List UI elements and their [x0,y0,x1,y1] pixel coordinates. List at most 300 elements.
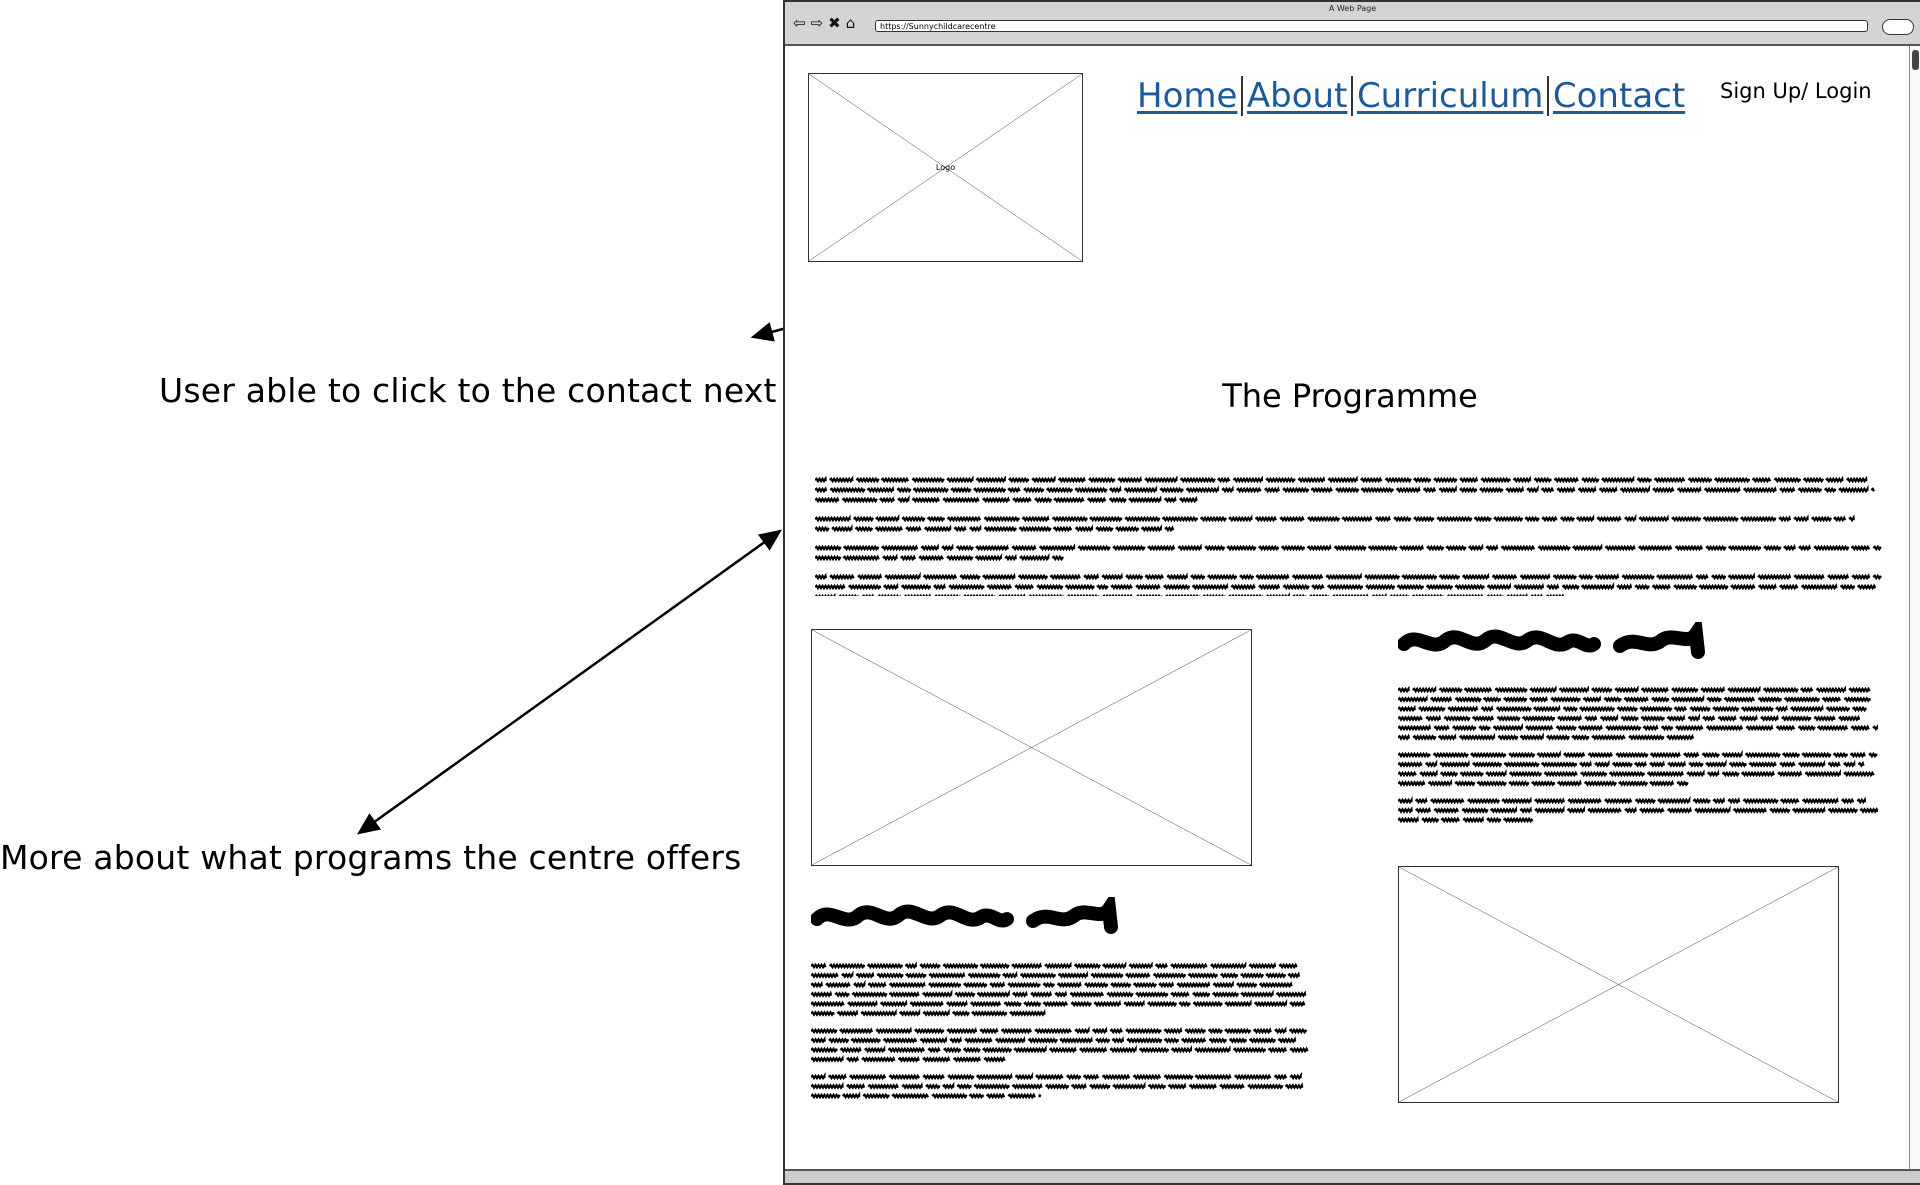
greeked-word [1640,708,1672,710]
greeked-word [1398,763,1422,765]
greeked-word [848,1003,877,1005]
greeked-word [1602,479,1634,481]
greeked-word [1839,489,1868,491]
greeked-word [1599,489,1616,491]
nav-about[interactable]: About [1246,76,1348,116]
greeked-word [1707,698,1721,700]
greeked-word [990,984,1004,986]
greeked-word [929,974,964,976]
greeked-word [1812,518,1832,520]
greeked-word [1597,518,1621,520]
greeked-word [1798,727,1815,729]
greeked-word [1547,586,1558,588]
greeked-word [1008,984,1040,986]
greeked-word [1473,717,1494,719]
greeked-word [1802,586,1837,588]
greeked-word [1871,489,1874,491]
nav-contact[interactable]: Contact [1552,76,1686,116]
greeked-word [1414,518,1434,520]
greeked-word [1171,965,1207,967]
greeked-word [1667,736,1693,738]
greeked-word [1434,727,1449,729]
greeked-word [1182,1039,1206,1041]
greeked-word [1641,717,1664,719]
greeked-word [1096,528,1113,530]
greeked-word [1013,499,1031,501]
greeked-word [1109,499,1126,501]
greeked-word [932,1095,967,1097]
greeked-word [900,1012,920,1014]
greeked-word [1684,754,1699,756]
greeked-word [1761,717,1778,719]
greeked-word [1110,489,1121,491]
section-text-block-1 [1398,686,1878,826]
greeked-word [906,974,926,976]
greeked-word [1804,479,1824,481]
greeked-word [1413,736,1436,738]
greeked-word [1728,800,1739,802]
greeked-word [1873,576,1881,578]
greeked-word [1851,547,1869,549]
greeked-word [1650,754,1679,756]
greeked-word [1015,1076,1032,1078]
greeked-word [1473,763,1502,765]
section-text-block-2 [811,962,1311,1102]
greeked-word [1400,547,1423,549]
image-placeholder-2 [1398,866,1839,1103]
greeked-word [1826,479,1843,481]
greeked-word [1178,547,1201,549]
greeked-word [1180,479,1215,481]
greeked-word [977,993,1009,995]
greeked-word [1621,717,1638,719]
greeked-word [1616,754,1648,756]
greeked-word [1090,1085,1110,1087]
greeked-word [1165,528,1173,530]
greeked-word [1844,698,1870,700]
greeked-word [1801,689,1813,691]
greeked-word [974,1085,1009,1087]
greeked-word [815,576,826,578]
greeked-word [1220,1085,1244,1087]
greeked-word [1385,479,1411,481]
greeked-word [1814,547,1849,549]
greeked-word [847,1058,858,1060]
greeked-word [835,993,849,995]
greeked-word [1037,586,1063,588]
greeked-word [1551,698,1580,700]
greeked-word [829,1039,849,1041]
greeked-word [1487,586,1510,588]
greeked-word [1486,773,1506,775]
greeked-word [975,557,1001,559]
page-title: The Programme [1222,377,1478,415]
url-bar[interactable]: https://Sunnychildcarecentre [875,20,1868,32]
greeked-word [1398,736,1409,738]
greeked-word [1124,1003,1144,1005]
greeked-word [1218,479,1230,481]
greeked-word [1045,965,1071,967]
greeked-word [902,1085,922,1087]
nav-curriculum[interactable]: Curriculum [1356,76,1544,116]
greeked-word [1129,499,1161,501]
greeked-word [1675,547,1702,549]
greeked-word [1427,586,1453,588]
greeked-word [1366,586,1395,588]
greeked-word [1828,576,1848,578]
browser-status-bar [785,1169,1920,1183]
greeked-word [947,557,973,559]
greeked-word [1542,763,1577,765]
greeked-word [811,1076,825,1078]
greeked-word [826,984,850,986]
signup-login-link[interactable]: Sign Up/ Login [1720,79,1872,103]
greeked-word [1778,773,1801,775]
greeked-word [1053,518,1088,520]
greeked-word [1416,809,1431,811]
greeked-word [1013,993,1027,995]
greeked-word [811,974,838,976]
greeked-word [867,965,902,967]
greeked-word [1502,800,1531,802]
greeked-word [1713,800,1724,802]
greeked-word [1652,698,1669,700]
greeked-word [1285,1085,1302,1087]
greeked-word [1641,689,1667,691]
greeked-word [1195,1076,1230,1078]
greeked-word [1538,547,1570,549]
greeked-word [1509,754,1535,756]
greeked-word [1005,557,1016,559]
main-nav [1134,76,1688,116]
greeked-word [1605,547,1634,549]
greeked-word [1439,689,1462,691]
greeked-word [1091,974,1123,976]
greeked-word [1126,1030,1161,1032]
greeked-word [1129,965,1152,967]
image-placeholder-1 [811,629,1252,866]
greeked-word [868,1085,898,1087]
greeked-word [947,1003,967,1005]
greeked-word [1398,754,1430,756]
greeked-word [1780,489,1795,491]
greeked-word [881,479,908,481]
greeked-word [890,984,925,986]
greeked-word [929,984,961,986]
greeked-word [1752,479,1770,481]
greeked-word [1479,727,1490,729]
greeked-word [1580,708,1615,710]
greeked-word [1828,809,1857,811]
greeked-word [1520,809,1531,811]
greeked-word [915,1030,944,1032]
greeked-word [1471,754,1506,756]
greeked-word [1847,479,1867,481]
greeked-word [1213,984,1233,986]
greeked-word [1657,576,1692,578]
close-icon[interactable]: ✖ [828,14,841,32]
greeked-word [1705,489,1740,491]
greeked-word [830,576,854,578]
search-button[interactable] [1882,19,1914,35]
greeked-word [1280,518,1304,520]
greeked-word [1058,974,1087,976]
greeked-word [1035,1030,1071,1032]
greeked-word [960,576,980,578]
greeked-word [1635,586,1649,588]
greeked-word [1729,547,1761,549]
greeked-word [1145,576,1163,578]
back-icon[interactable]: ⇦ [793,14,806,32]
greeked-word [1256,576,1288,578]
greeked-word [1497,717,1520,719]
greeked-word [1058,984,1081,986]
scrollbar-thumb[interactable] [1912,50,1919,70]
greeked-word [844,547,879,549]
greeked-word [1460,479,1477,481]
greeked-word [1544,773,1577,775]
greeked-word [1254,1030,1271,1032]
greeked-word [1852,576,1869,578]
logo-placeholder [808,73,1083,262]
greeked-word [1053,528,1071,530]
greeked-word [984,528,1016,530]
greeked-word [1791,708,1823,710]
home-icon[interactable]: ⌂ [845,14,856,32]
greeked-word [1361,489,1393,491]
greeked-word [1093,1030,1107,1032]
greeked-word [885,576,920,578]
greeked-word [1822,698,1840,700]
greeked-word [1606,727,1641,729]
greeked-word [1195,1049,1230,1051]
greeked-word [1160,489,1183,491]
greeked-word [1468,800,1500,802]
greeked-word [977,1076,1012,1078]
greeked-word [854,984,865,986]
greeked-word [861,1012,896,1014]
greeked-word [913,489,948,491]
greeked-word [1828,763,1840,765]
greeked-word [1776,708,1787,710]
greeked-word [1398,708,1415,710]
greeked-word [1860,809,1878,811]
greeked-word [1279,965,1297,967]
greeked-word [1592,736,1625,738]
greeked-word [1605,800,1632,802]
greeked-word [1020,974,1055,976]
greeked-word [970,528,981,530]
greeked-word [1222,489,1233,491]
greeked-word [1055,993,1066,995]
greeked-word [1779,518,1790,520]
greeked-word [1019,528,1050,530]
greeked-word [1165,499,1176,501]
greeked-word [1506,489,1523,491]
greeked-word [919,557,943,559]
greeked-word [1208,576,1237,578]
greeked-word [1722,773,1739,775]
greeked-word [876,1030,911,1032]
greeked-word [1159,984,1173,986]
greeked-word [1102,1076,1129,1078]
greeked-word [1460,489,1477,491]
greeked-word [1579,576,1593,578]
greeked-word [876,518,899,520]
greeked-word [980,965,1009,967]
greeked-word [830,479,853,481]
greeked-word [1731,586,1755,588]
greeked-word [1582,479,1599,481]
greeked-word [1427,547,1444,549]
greeked-word [921,547,938,549]
greeked-word [1498,736,1518,738]
greeked-word [811,1039,825,1041]
greeked-word [1857,800,1865,802]
greeked-word [1259,547,1279,549]
greeked-word [1136,993,1168,995]
browser-nav-buttons [793,14,855,32]
greeked-word [1672,698,1704,700]
greeked-word [1012,547,1035,549]
greeked-word [1617,586,1631,588]
greeked-word [1015,586,1033,588]
greeked-word [1782,717,1811,719]
greeked-word [964,984,987,986]
greeked-word [1032,479,1055,481]
greeked-word [1873,547,1881,549]
greeked-word [1201,518,1227,520]
greeked-word [1558,782,1581,784]
greeked-word [1563,708,1577,710]
greeked-word [1749,763,1776,765]
greeked-word [1595,576,1618,578]
greeked-word [1654,479,1684,481]
greeked-word [1469,547,1483,549]
greeked-word [920,965,940,967]
greeked-word [1774,479,1800,481]
greeked-word [1107,993,1133,995]
greeked-word [969,1095,983,1097]
greeked-word [815,518,850,520]
greeked-word [923,576,956,578]
intro-text-block [815,476,1885,596]
greeked-word [1050,1049,1076,1051]
greeked-word [1148,1003,1177,1005]
greeked-word [1365,576,1400,578]
greeked-word [1402,576,1437,578]
arrow-to-programme [359,531,780,833]
greeked-word [1012,1085,1041,1087]
greeked-word [1439,576,1459,578]
greeked-word [847,1085,865,1087]
greeked-word [1307,547,1330,549]
greeked-word [1460,773,1483,775]
greeked-word [1504,698,1527,700]
greeked-word [1553,576,1576,578]
greeked-word [1568,800,1601,802]
greeked-word [943,499,979,501]
greeked-word [842,499,877,501]
greeked-word [1154,974,1186,976]
greeked-word [1255,1003,1287,1005]
greeked-word [1617,708,1637,710]
greeked-word [1534,708,1560,710]
greeked-word [1233,479,1262,481]
greeked-word [1250,1039,1276,1041]
nav-home[interactable]: Home [1137,76,1238,116]
greeked-word [906,528,921,530]
greeked-word [815,547,841,549]
greeked-word [947,479,973,481]
greeked-word [1227,547,1256,549]
greeked-word [1437,518,1472,520]
greeked-word [1237,489,1261,491]
greeked-word [1701,689,1724,691]
greeked-word [1075,965,1101,967]
greeked-word [1455,586,1484,588]
greeked-word [1869,754,1877,756]
greeked-word [868,984,885,986]
greeked-word [1706,547,1726,549]
greeked-word [880,499,894,501]
greeked-word [1707,727,1743,729]
greeked-word [811,1085,843,1087]
greeked-word [1060,1039,1092,1041]
greeked-word [1422,819,1439,821]
greeked-word [1168,1085,1185,1087]
greeked-word [947,518,980,520]
greeked-word [1124,489,1156,491]
greeked-word [1133,1076,1160,1078]
greeked-word [1398,800,1412,802]
greeked-word [1205,547,1225,549]
greeked-word [1240,576,1254,578]
greeked-word [1164,1039,1178,1041]
greeked-word [1677,782,1688,784]
greeked-word [1426,717,1440,719]
greeked-word [1298,479,1324,481]
greeked-word [926,1085,940,1087]
greeked-word [943,1085,954,1087]
greeked-word [889,1076,919,1078]
greeked-word [1653,489,1674,491]
greeked-word [1493,727,1522,729]
forward-icon[interactable]: ⇨ [810,14,824,32]
greeked-word [811,1003,844,1005]
greeked-word [1213,993,1239,995]
greeked-word [902,586,931,588]
greeked-word [1639,547,1672,549]
greeked-word [1648,773,1684,775]
greeked-word [925,528,951,530]
greeked-word [843,557,879,559]
greeked-word [1225,1003,1251,1005]
greeked-word [1008,1095,1035,1097]
greeked-word [840,1030,872,1032]
greeked-word [811,965,826,967]
greeked-word [927,518,944,520]
greeked-word [1514,586,1543,588]
greeked-word [1162,518,1197,520]
greeked-word [1446,547,1466,549]
greeked-word [1794,576,1824,578]
vertical-scrollbar[interactable] [1909,46,1920,1171]
greeked-word [867,489,893,491]
greeked-word [881,1003,907,1005]
greeked-word [964,1049,981,1051]
greeked-word [1678,489,1701,491]
